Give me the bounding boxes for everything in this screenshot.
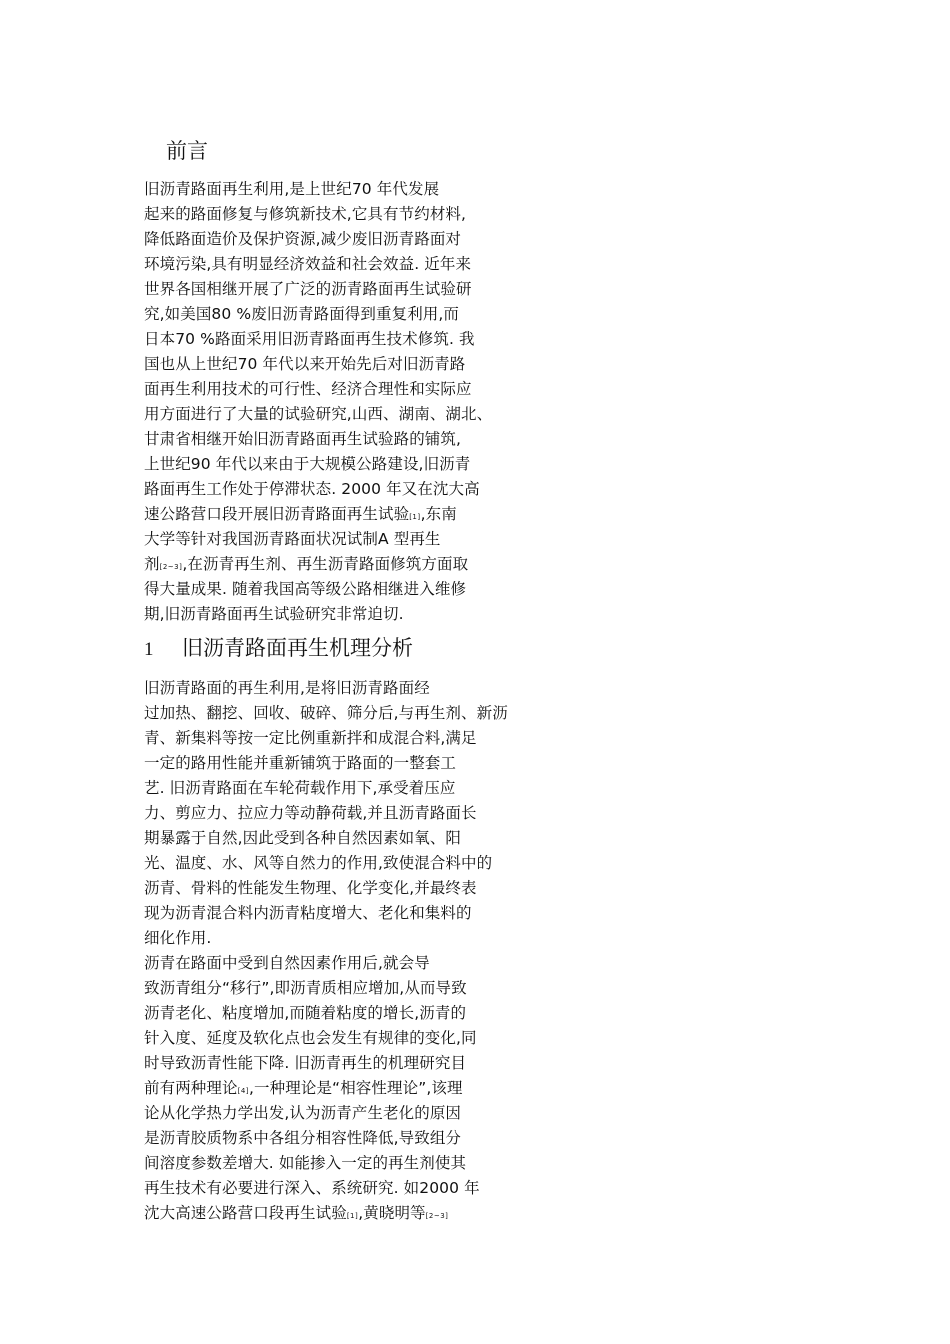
text-line: 降低路面造价及保护资源,减少废旧沥青路面对 [144, 230, 462, 248]
section-paragraph [144, 676, 564, 1226]
text-line: 得大量成果. 随着我国高等级公路相继进入维修 [144, 580, 467, 598]
text-line: 力、剪应力、拉应力等动静荷载,并且沥青路面长 [144, 804, 477, 822]
citation-ref: [2~3] [425, 1212, 449, 1220]
section-number: 1 [144, 639, 154, 660]
text-line: 时导致沥青性能下降. 旧沥青再生的机理研究目 [144, 1054, 467, 1072]
text-line: 青、新集料等按一定比例重新拌和成混合料,满足 [144, 729, 477, 747]
text-line: 大学等针对我国沥青路面状况试制A 型再生 [144, 530, 441, 548]
text-line: 间溶度参数差增大. 如能掺入一定的再生剂使其 [144, 1154, 467, 1172]
text-line: 世界各国相继开展了广泛的沥青路面再生试验研 [144, 280, 472, 298]
text-line: 路面再生工作处于停滞状态. 2000 年又在沈大高 [144, 480, 480, 498]
text-line: 日本70 %路面采用旧沥青路面再生技术修筑. 我 [144, 330, 475, 348]
text-line: 旧沥青路面的再生利用,是将旧沥青路面经 [144, 679, 430, 697]
section-heading [144, 634, 413, 664]
text-line: 艺. 旧沥青路面在车轮荷载作用下,承受着压应 [144, 779, 456, 797]
text-line: 剂[2~3],在沥青再生剂、再生沥青路面修筑方面取 [144, 555, 469, 573]
text-line: 细化作用. [144, 929, 212, 947]
citation-ref: [4] [237, 1087, 250, 1095]
text-line: 速公路营口段开展旧沥青路面再生试验[1],东南 [144, 505, 457, 523]
text-line: 论从化学热力学出发,认为沥青产生老化的原因 [144, 1104, 462, 1122]
text-line: 期,旧沥青路面再生试验研究非常迫切. [144, 605, 404, 623]
text-line: 过加热、翻挖、回收、破碎、筛分后,与再生剂、新沥 [144, 704, 508, 722]
text-line: 再生技术有必要进行深入、系统研究. 如2000 年 [144, 1179, 480, 1197]
text-line: 是沥青胶质物系中各组分相容性降低,导致组分 [144, 1129, 462, 1147]
text-line: 究,如美国80 %废旧沥青路面得到重复利用,而 [144, 305, 460, 323]
text-line: 前有两种理论[4],一种理论是“相容性理论”,该理 [144, 1079, 463, 1097]
text-line: 沥青、骨料的性能发生物理、化学变化,并最终表 [144, 879, 477, 897]
text-line: 光、温度、水、风等自然力的作用,致使混合料中的 [144, 854, 493, 872]
text-line: 面再生利用技术的可行性、经济合理性和实际应 [144, 380, 472, 398]
text-line: 一定的路用性能并重新铺筑于路面的一整套工 [144, 754, 457, 772]
text-line: 沈大高速公路营口段再生试验[1],黄晓明等[2~3] [144, 1204, 449, 1222]
section-title: 旧沥青路面再生机理分析 [182, 636, 413, 660]
text-line: 旧沥青路面再生利用,是上世纪70 年代发展 [144, 180, 440, 198]
citation-ref: [1] [346, 1212, 359, 1220]
text-line: 期暴露于自然,因此受到各种自然因素如氧、阳 [144, 829, 462, 847]
citation-ref: [1] [409, 513, 421, 521]
text-line: 沥青老化、粘度增加,而随着粘度的增长,沥青的 [144, 1004, 467, 1022]
text-line: 环境污染,具有明显经济效益和社会效益. 近年来 [144, 255, 472, 273]
text-line: 致沥青组分“移行”,即沥青质相应增加,从而导致 [144, 979, 467, 997]
citation-ref: [2~3] [159, 563, 183, 571]
text-line: 甘肃省相继开始旧沥青路面再生试验路的铺筑, [144, 430, 462, 448]
text-line: 国也从上世纪70 年代以来开始先后对旧沥青路 [144, 355, 466, 373]
preface-paragraph [144, 177, 564, 627]
text-line: 针入度、延度及软化点也会发生有规律的变化,同 [144, 1029, 477, 1047]
text-line: 起来的路面修复与修筑新技术,它具有节约材料, [144, 205, 467, 223]
text-line: 用方面进行了大量的试验研究,山西、湖南、湖北、 [144, 405, 493, 423]
preface-heading: 前言 [166, 139, 208, 163]
text-line: 沥青在路面中受到自然因素作用后,就会导 [144, 954, 430, 972]
text-line: 现为沥青混合料内沥青粘度增大、老化和集料的 [144, 904, 472, 922]
text-line: 上世纪90 年代以来由于大规模公路建设,旧沥青 [144, 455, 471, 473]
